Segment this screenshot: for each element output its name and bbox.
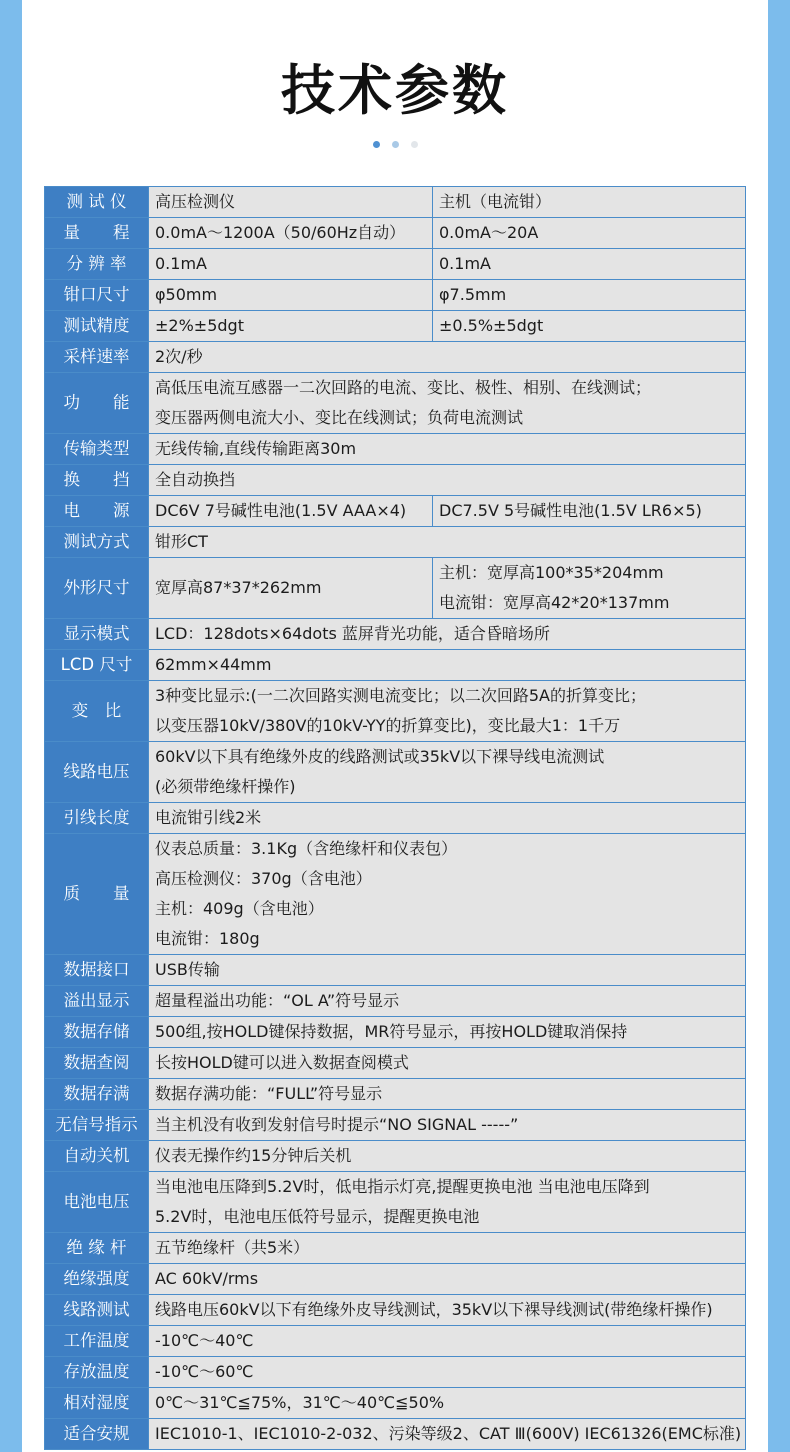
spec-label: 分 辨 率 <box>45 249 149 280</box>
spec-row <box>45 496 746 527</box>
spec-row <box>45 187 746 218</box>
spec-value-right <box>433 496 746 527</box>
spec-value <box>149 1419 746 1450</box>
spec-value <box>149 1295 746 1326</box>
spec-value-left <box>149 187 433 218</box>
right-side-bar <box>768 0 790 1452</box>
pagination-dots <box>0 141 790 148</box>
spec-value-line: φ7.5mm <box>439 285 507 304</box>
spec-value <box>149 1141 746 1172</box>
spec-value-line: 0.0mA～1200A（50/60Hz自动） <box>155 223 406 242</box>
spec-value-line: LCD：128dots×64dots 蓝屏背光功能，适合昏暗场所 <box>155 624 550 643</box>
spec-label: 相对湿度 <box>45 1388 149 1419</box>
spec-value-left <box>149 311 433 342</box>
spec-label: 测试精度 <box>45 311 149 342</box>
spec-row <box>45 1048 746 1079</box>
spec-value <box>149 1110 746 1141</box>
spec-row <box>45 1295 746 1326</box>
spec-row <box>45 803 746 834</box>
spec-table <box>44 186 746 1450</box>
spec-label: 钳口尺寸 <box>45 280 149 311</box>
spec-label: 换 挡 <box>45 465 149 496</box>
spec-value-line: 62mm×44mm <box>155 655 272 674</box>
spec-value <box>149 1233 746 1264</box>
spec-value-line: 5.2V时，电池电压低符号显示，提醒更换电池 <box>155 1207 480 1226</box>
spec-row <box>45 373 746 434</box>
spec-value-left <box>149 496 433 527</box>
spec-value-line: AC 60kV/rms <box>155 1269 259 1288</box>
spec-value-line: 0.0mA～20A <box>439 223 539 242</box>
spec-row <box>45 650 746 681</box>
spec-value-right <box>433 558 746 619</box>
spec-value-line: 长按HOLD键可以进入数据查阅模式 <box>155 1053 409 1072</box>
spec-value <box>149 1388 746 1419</box>
spec-value-line: 数据存满功能：“FULL”符号显示 <box>155 1084 383 1103</box>
spec-label: 适合安规 <box>45 1419 149 1450</box>
spec-label: 功 能 <box>45 373 149 434</box>
page-dot-active <box>373 141 380 148</box>
spec-value-line: 全自动换挡 <box>155 470 236 489</box>
spec-row <box>45 619 746 650</box>
spec-row <box>45 986 746 1017</box>
spec-label: 数据存满 <box>45 1079 149 1110</box>
spec-value-line: 当主机没有收到发射信号时提示“NO SIGNAL -----” <box>155 1115 519 1134</box>
spec-value-right <box>433 249 746 280</box>
spec-label: 引线长度 <box>45 803 149 834</box>
spec-label: 电 源 <box>45 496 149 527</box>
spec-value-line: ±0.5%±5dgt <box>439 316 544 335</box>
spec-row <box>45 1079 746 1110</box>
spec-value-line: 钳形CT <box>155 532 208 551</box>
spec-label: 采样速率 <box>45 342 149 373</box>
spec-value-line: 电流钳引线2米 <box>155 808 262 827</box>
spec-value-line: 主机（电流钳） <box>439 192 552 211</box>
spec-value <box>149 834 746 955</box>
spec-value-line: 0℃～31℃≦75%，31℃～40℃≦50% <box>155 1393 445 1412</box>
spec-label: 变 比 <box>45 681 149 742</box>
left-side-bar <box>0 0 22 1452</box>
spec-value-line: 2次/秒 <box>155 347 203 366</box>
spec-value-line: 主机：409g（含电池） <box>155 899 324 918</box>
spec-value <box>149 681 746 742</box>
spec-label: 自动关机 <box>45 1141 149 1172</box>
spec-value-right <box>433 280 746 311</box>
spec-value-line: 宽厚高87*37*262mm <box>155 578 322 597</box>
spec-label: 量 程 <box>45 218 149 249</box>
spec-label: 线路测试 <box>45 1295 149 1326</box>
spec-value <box>149 1264 746 1295</box>
spec-value <box>149 742 746 803</box>
spec-row <box>45 527 746 558</box>
spec-value-line: 高低压电流互感器一二次回路的电流、变比、极性、相别、在线测试； <box>155 378 652 397</box>
spec-label: 数据存储 <box>45 1017 149 1048</box>
spec-label: 数据接口 <box>45 955 149 986</box>
spec-value-line: 线路电压60kV以下有绝缘外皮导线测试，35kV以下裸导线测试(带绝缘杆操作) <box>155 1300 713 1319</box>
spec-value-right <box>433 218 746 249</box>
spec-row <box>45 1326 746 1357</box>
spec-value-line: 电流钳：180g <box>155 929 260 948</box>
spec-value-left <box>149 280 433 311</box>
spec-row <box>45 742 746 803</box>
spec-value-line: 60kV以下具有绝缘外皮的线路测试或35kV以下裸导线电流测试 <box>155 747 605 766</box>
spec-value-line: IEC1010-1、IEC1010-2-032、污染等级2、CAT Ⅲ(600V) IEC61326(EMC标准) <box>155 1424 742 1443</box>
spec-value-left <box>149 218 433 249</box>
spec-label: 工作温度 <box>45 1326 149 1357</box>
spec-row <box>45 1388 746 1419</box>
spec-value-line: 当电池电压降到5.2V时，低电指示灯亮,提醒更换电池 当电池电压降到 <box>155 1177 650 1196</box>
spec-value-line: -10℃～60℃ <box>155 1362 254 1381</box>
spec-value-line: 0.1mA <box>439 254 491 273</box>
spec-row <box>45 1419 746 1450</box>
spec-value <box>149 434 746 465</box>
spec-label: 测试方式 <box>45 527 149 558</box>
spec-label: 溢出显示 <box>45 986 149 1017</box>
spec-row <box>45 1357 746 1388</box>
spec-value-line: ±2%±5dgt <box>155 316 244 335</box>
spec-value-right <box>433 187 746 218</box>
spec-label: LCD 尺寸 <box>45 650 149 681</box>
spec-value-line: 以变压器10kV/380V的10kV-YY的折算变比)，变比最大1：1千万 <box>155 716 621 735</box>
spec-value-line: 变压器两侧电流大小、变比在线测试；负荷电流测试 <box>155 408 524 427</box>
spec-value-line: 无线传输,直线传输距离30m <box>155 439 357 458</box>
page-dot <box>411 141 418 148</box>
spec-row <box>45 1233 746 1264</box>
spec-value-line: 五节绝缘杆（共5米） <box>155 1238 310 1257</box>
spec-row <box>45 465 746 496</box>
spec-label: 数据查阅 <box>45 1048 149 1079</box>
spec-value <box>149 527 746 558</box>
spec-row <box>45 311 746 342</box>
spec-label: 测 试 仪 <box>45 187 149 218</box>
spec-value <box>149 1048 746 1079</box>
spec-label: 传输类型 <box>45 434 149 465</box>
spec-row <box>45 280 746 311</box>
spec-row <box>45 249 746 280</box>
spec-value-line: 仪表无操作约15分钟后关机 <box>155 1146 352 1165</box>
spec-value <box>149 342 746 373</box>
spec-value <box>149 619 746 650</box>
spec-row <box>45 218 746 249</box>
spec-value-line: 超量程溢出功能：“OL A”符号显示 <box>155 991 400 1010</box>
spec-value <box>149 650 746 681</box>
page-dot <box>392 141 399 148</box>
spec-value-line: 3种变比显示:(一二次回路实测电流变比；以二次回路5A的折算变比； <box>155 686 646 705</box>
spec-value-line: 0.1mA <box>155 254 207 273</box>
spec-row <box>45 1017 746 1048</box>
spec-value <box>149 1172 746 1233</box>
spec-label: 显示模式 <box>45 619 149 650</box>
spec-label: 绝缘强度 <box>45 1264 149 1295</box>
spec-value-line: 高压检测仪 <box>155 192 236 211</box>
spec-label: 外形尺寸 <box>45 558 149 619</box>
spec-value-line: -10℃～40℃ <box>155 1331 254 1350</box>
spec-value-line: 高压检测仪：370g（含电池） <box>155 869 372 888</box>
spec-value-right <box>433 311 746 342</box>
spec-label: 电池电压 <box>45 1172 149 1233</box>
spec-value <box>149 465 746 496</box>
spec-label: 质 量 <box>45 834 149 955</box>
spec-value-left <box>149 249 433 280</box>
spec-value <box>149 373 746 434</box>
spec-row <box>45 342 746 373</box>
spec-value-left <box>149 558 433 619</box>
spec-value-line: (必须带绝缘杆操作) <box>155 777 296 796</box>
page-title: 技术参数 <box>281 59 509 122</box>
spec-value <box>149 1017 746 1048</box>
spec-row <box>45 1141 746 1172</box>
spec-value-line: USB传输 <box>155 960 220 979</box>
spec-value <box>149 1326 746 1357</box>
spec-row <box>45 834 746 955</box>
spec-row <box>45 558 746 619</box>
spec-value-line: 500组,按HOLD键保持数据，MR符号显示，再按HOLD键取消保持 <box>155 1022 628 1041</box>
spec-label: 存放温度 <box>45 1357 149 1388</box>
spec-value-line: DC7.5V 5号碱性电池(1.5V LR6×5) <box>439 501 702 520</box>
spec-row <box>45 681 746 742</box>
spec-value <box>149 803 746 834</box>
spec-row <box>45 1264 746 1295</box>
spec-row <box>45 1172 746 1233</box>
spec-label: 无信号指示 <box>45 1110 149 1141</box>
spec-value-line: 主机：宽厚高100*35*204mm <box>439 563 664 582</box>
spec-value <box>149 955 746 986</box>
spec-label: 绝 缘 杆 <box>45 1233 149 1264</box>
spec-value <box>149 1079 746 1110</box>
spec-row <box>45 1110 746 1141</box>
spec-value-line: φ50mm <box>155 285 218 304</box>
spec-value-line: DC6V 7号碱性电池(1.5V AAA×4) <box>155 501 407 520</box>
spec-value-line: 电流钳：宽厚高42*20*137mm <box>439 593 670 612</box>
spec-value-line: 仪表总质量：3.1Kg（含绝缘杆和仪表包） <box>155 839 458 858</box>
spec-row <box>45 955 746 986</box>
spec-value <box>149 986 746 1017</box>
spec-label: 线路电压 <box>45 742 149 803</box>
spec-row <box>45 434 746 465</box>
spec-value <box>149 1357 746 1388</box>
